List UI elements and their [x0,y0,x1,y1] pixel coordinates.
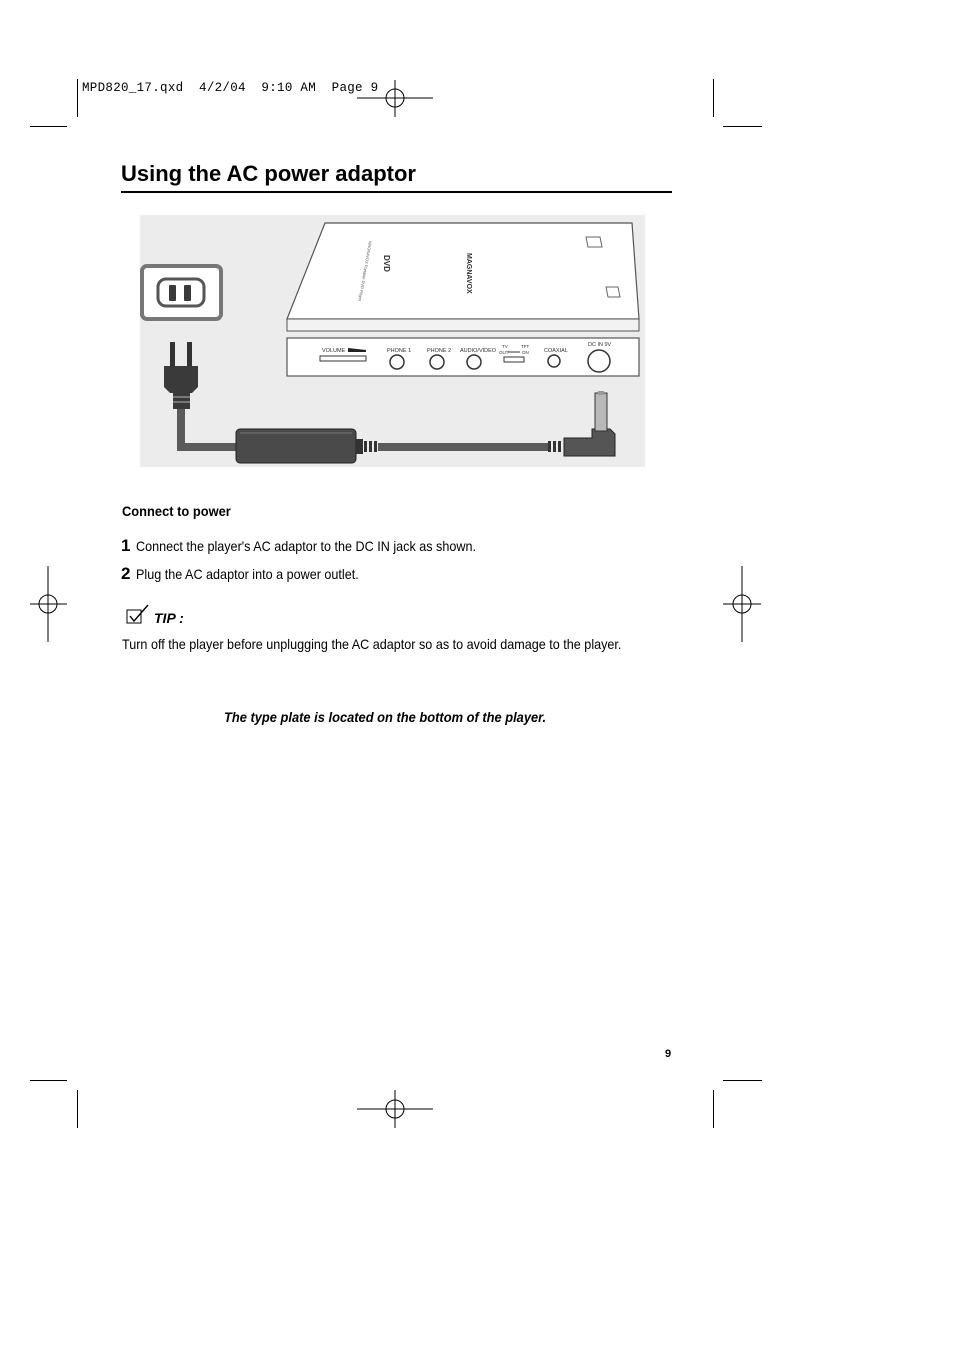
svg-text:COAXIAL: COAXIAL [544,348,568,354]
dvd-player [287,223,639,376]
svg-text:ON: ON [522,350,529,355]
step-1 [121,536,514,556]
svg-text:PHONE 2: PHONE 2 [427,348,452,354]
step-2 [121,564,384,584]
svg-text:VOLUME: VOLUME [322,348,346,354]
tip-text: Turn off the player before unplugging the AC adaptor so as to avoid damage to the player. [122,636,622,652]
step-number: 2 [121,564,131,583]
step-text: Connect the player's AC adaptor to the DC IN jack as shown. [136,538,477,554]
title-rule [121,191,672,193]
power-connection-illustration [140,215,645,467]
step-number: 1 [121,536,131,555]
svg-text:AUDIO/VIDEO: AUDIO/VIDEO [460,348,497,354]
svg-text:TFT: TFT [521,344,530,349]
svg-text:DVD: DVD [382,255,391,272]
svg-text:DC IN 9V: DC IN 9V [588,342,612,348]
ac-adapter-brick [236,429,377,463]
section-subtitle: Connect to power [122,503,231,519]
svg-text:PHONE 1: PHONE 1 [387,348,412,354]
print-slug: MPD820_17.qxd 4/2/04 9:10 AM Page 9 [82,81,379,95]
page-title: Using the AC power adaptor [121,161,416,186]
wall-outlet-icon [142,266,221,319]
checkmark-note-icon [126,604,150,626]
tip-label: TIP : [154,610,184,626]
svg-text:MAGNAVOX Portable DVD Player: MAGNAVOX Portable DVD Player [357,240,373,302]
svg-text:TV: TV [502,344,508,349]
svg-text:OUT: OUT [499,350,509,355]
svg-text:MAGNAVOX: MAGNAVOX [465,253,472,294]
type-plate-note: The type plate is located on the bottom of the player. [224,709,547,725]
tip-heading [126,604,184,626]
page-number: 9 [665,1048,672,1060]
step-text: Plug the AC adaptor into a power outlet. [136,566,360,582]
